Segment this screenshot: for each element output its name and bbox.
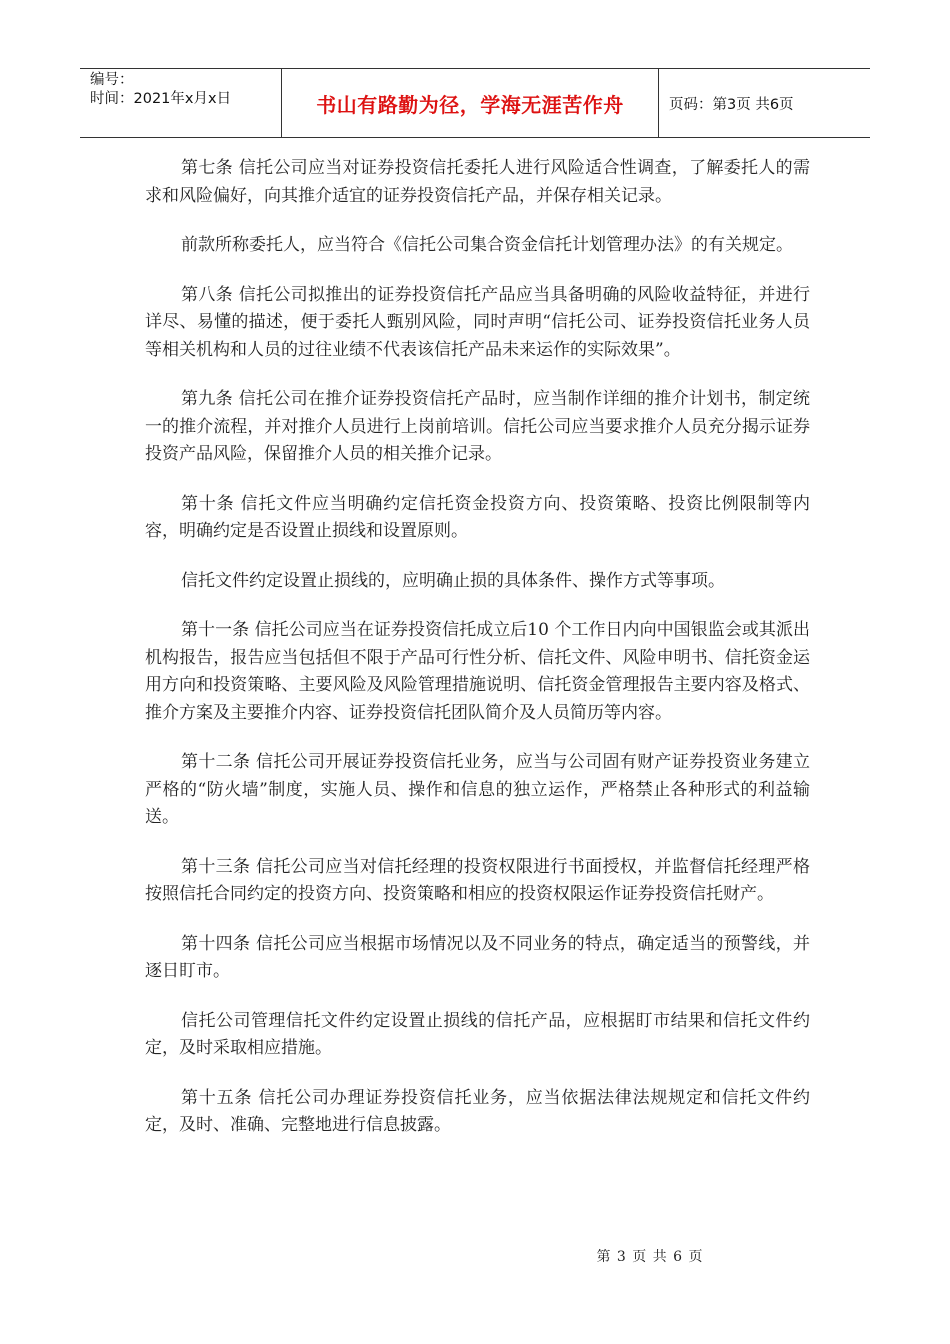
article-8: 第八条 信托公司拟推出的证券投资信托产品应当具备明确的风险收益特征，并进行详尽、易懂的描述，便于委托人甄别风险，同时声明“信托公司、证券投资信托业务人员等相关机构和人员的过往业绩不代表该信托产品未来运作的实际效果”。: [145, 284, 810, 360]
article-10: 第十条 信托文件应当明确约定信托资金投资方向、投资策略、投资比例限制等内容，明确约定是否设置止损线和设置原则。: [145, 493, 810, 541]
header-page-info: 页码：第3页 共6页: [669, 96, 794, 113]
page-header: [80, 68, 870, 138]
date-label: 时间：2021年x月x日: [90, 91, 232, 107]
article-15: 第十五条 信托公司办理证券投资信托业务，应当依据法律法规规定和信托文件约定，及时、准确、完整地进行信息披露。: [145, 1087, 810, 1135]
article-9: 第九条 信托公司在推介证券投资信托产品时，应当制作详细的推介计划书，制定统一的推介流程，并对推介人员进行上岗前培训。信托公司应当要求推介人员充分揭示证券投资产品风险，保留推介人员的相关推介记录。: [145, 389, 810, 464]
header-motto: 书山有路勤为径，学海无涯苦作舟: [282, 69, 659, 137]
document-body: [145, 155, 810, 1162]
article-13: 第十三条 信托公司应当对信托经理的投资权限进行书面授权，并监督信托经理严格按照信托合同约定的投资方向、投资策略和相应的投资权限运作证券投资信托财产。: [145, 856, 810, 904]
header-meta: [80, 69, 282, 137]
article-7-note: 前款所称委托人，应当符合《信托公司集合资金信托计划管理办法》的有关规定。: [181, 235, 793, 255]
serial-number-label: 编号：: [90, 72, 134, 88]
article-12: 第十二条 信托公司开展证券投资信托业务，应当与公司固有财产证券投资业务建立严格的“防火墙”制度，实施人员、操作和信息的独立运作，严格禁止各种形式的利益输送。: [145, 752, 810, 827]
page-footer: 第 3 页 共 6 页: [596, 1249, 704, 1265]
article-11: 第十一条 信托公司应当在证券投资信托成立后10 个工作日内向中国银监会或其派出机构报告，报告应当包括但不限于产品可行性分析、信托文件、风险申明书、信托资金运用方向和投资策略、主要风险及风险管理措施说明、信托资金管理报告主要内容及格式、推介方案及主要推介内容、证券投资信托团队简介及人员简历等内容。: [145, 620, 810, 723]
article-14: 第十四条 信托公司应当根据市场情况以及不同业务的特点，确定适当的预警线，并逐日盯市。: [145, 933, 810, 981]
article-7: 第七条 信托公司应当对证券投资信托委托人进行风险适合性调查，了解委托人的需求和风险偏好，向其推介适宜的证券投资信托产品，并保存相关记录。: [145, 158, 810, 206]
article-10-note: 信托文件约定设置止损线的，应明确止损的具体条件、操作方式等事项。: [181, 570, 725, 591]
article-14-note: 信托公司管理信托文件约定设置止损线的信托产品，应根据盯市结果和信托文件约定，及时采取相应措施。: [145, 1010, 810, 1058]
